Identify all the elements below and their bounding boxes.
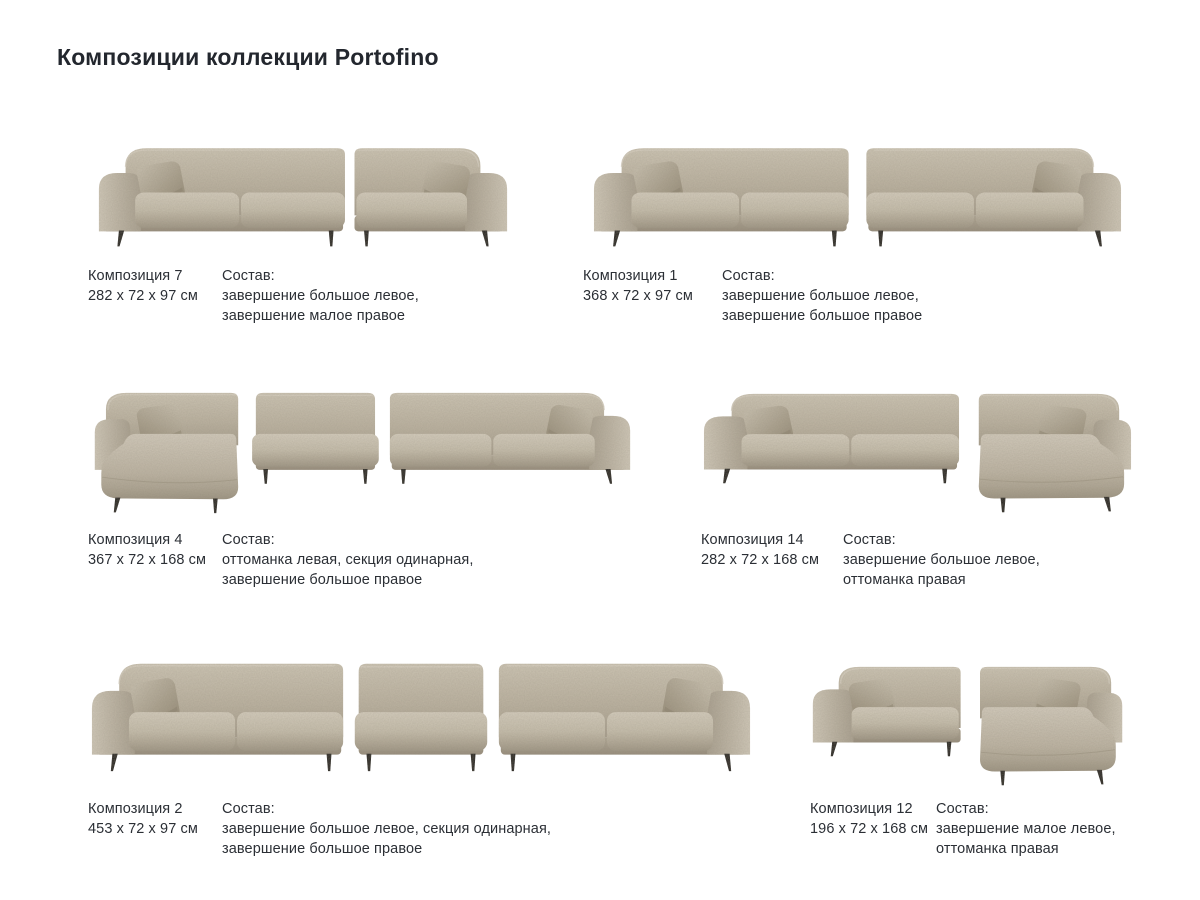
card-info [88, 799, 551, 859]
sostav-label: Состав: [222, 532, 275, 548]
composition-name: Композиция 2 [88, 801, 183, 817]
sostav-label: Состав: [722, 268, 775, 284]
sostav-line-2: завершение большое правое [222, 572, 423, 588]
sostav-line-1: завершение большое левое, секция одинарная, [222, 821, 552, 837]
composition-name: Композиция 12 [810, 801, 913, 817]
sofa-illustration-composition-4 [92, 388, 632, 514]
sostav-line-2: завершение большое правое [222, 841, 423, 857]
sostav-label: Состав: [843, 532, 896, 548]
composition-dimensions: 367 x 72 x 168 см [88, 552, 207, 568]
sostav-line-2: оттоманка правая [843, 572, 966, 588]
composition-dimensions: 196 x 72 x 168 см [810, 821, 929, 837]
sostav-line-1: завершение большое левое, [722, 288, 919, 304]
sofa-illustration-composition-1 [592, 143, 1123, 249]
composition-name: Композиция 7 [88, 268, 183, 284]
sofa-illustration-composition-12 [811, 662, 1125, 786]
card-info [88, 530, 474, 590]
composition-name: Композиция 1 [583, 268, 678, 284]
sostav-line-1: завершение малое левое, [936, 821, 1116, 837]
card-info [701, 530, 1040, 590]
composition-name: Композиция 4 [88, 532, 183, 548]
card-info [810, 799, 1116, 859]
sostav-line-2: оттоманка правая [936, 841, 1059, 857]
composition-dimensions: 368 x 72 x 97 см [583, 288, 693, 304]
sostav-line-1: оттоманка левая, секция одинарная, [222, 552, 474, 568]
composition-name: Композиция 14 [701, 532, 804, 548]
sostav-line-1: завершение большое левое, [222, 288, 419, 304]
sostav-label: Состав: [222, 801, 275, 817]
page-title: Композиции коллекции Portofino [57, 44, 439, 70]
card-info [583, 266, 922, 326]
composition-dimensions: 282 x 72 x 97 см [88, 288, 198, 304]
sostav-line-1: завершение большое левое, [843, 552, 1040, 568]
sostav-label: Состав: [936, 801, 989, 817]
sostav-label: Состав: [222, 268, 275, 284]
sofa-illustration-composition-2 [90, 658, 752, 774]
sofa-illustration-composition-14 [702, 389, 1134, 513]
composition-dimensions: 282 x 72 x 168 см [701, 552, 820, 568]
composition-dimensions: 453 x 72 x 97 см [88, 821, 198, 837]
card-info [88, 266, 419, 326]
sofa-illustration-composition-7 [97, 143, 509, 249]
sostav-line-2: завершение большое правое [722, 308, 923, 324]
sostav-line-2: завершение малое правое [222, 308, 406, 324]
